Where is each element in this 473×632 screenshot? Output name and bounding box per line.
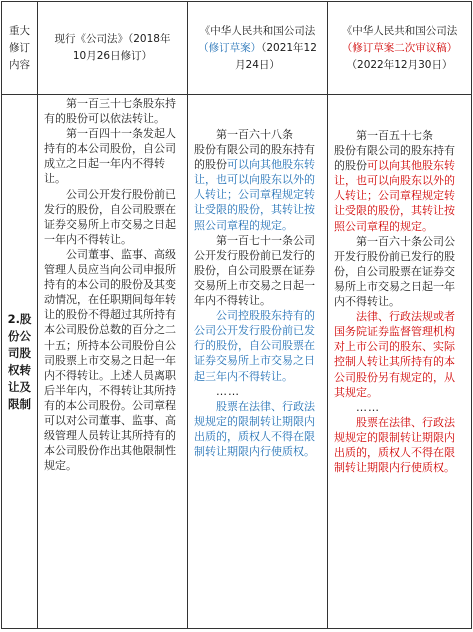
row-category-text: 2.股份公司股权转让及限制 [7,311,32,411]
current-law-cell [38,95,188,629]
draft-2-p5: 股票在法律、行政法规规定的限制转让期限内出质的，质权人不得在限制转让期限内行使质权。 [334,415,455,475]
header-draft-1-highlight: （修订草案） [198,41,262,54]
current-law-p2: 第一百四十一条发起人持有的本公司股份，自公司成立之日起一年内不得转让。 [44,127,176,186]
header-draft-2-text [328,19,471,78]
content-row [2,95,472,629]
header-row [2,2,472,95]
header-draft-1-plain: 《中华人民共和国公司法 [199,24,316,37]
header-category-text: 重大修订内容 [9,24,30,71]
header-draft-2-date: （2022年12月30日） [346,58,453,71]
draft-1-p2-highlight: 可以向其他股东转让，也可以向股东以外的人转让；公司章程规定转让受限的股份，其转让按照公司章程的规定。 [194,158,315,232]
draft-2-cell [328,95,472,629]
draft-2-p4: 法律、行政法规或者国务院证券监督管理机构对上市公司的股东、实际控制人转让其所持有的本公司股份另有规定的，从其规定。 [334,310,455,399]
row-category [2,95,38,629]
current-law-p3: 公司公开发行股份前已发行的股份，自公司股票在证券交易所上市交易之日起一年内不得转让。 [44,187,176,246]
header-draft-1-text [188,19,327,78]
draft-2-p1: 第一百五十七条 [356,129,433,142]
draft-2-ellipsis: …… [356,400,380,414]
current-law-p1: 第一百三十七条股东持有的股份可以依法转让。 [44,97,176,126]
draft-2-p2-highlight: 可以向其他股东转让，也可以向股东以外的人转让；公司章程规定转让受限的股份，其转让按照公司章程的规定。 [334,159,455,233]
header-draft-2 [328,2,472,95]
header-category [2,2,38,95]
draft-1-ellipsis: …… [216,384,240,398]
draft-2-p2-plain: 股份有限公司的股东持有的股份 [334,144,455,173]
header-draft-1 [188,2,328,95]
current-law-content [38,95,187,473]
draft-1-content [188,95,327,459]
draft-1-p5: 股票在法律、行政法规规定的限制转让期限内出质的，质权人不得在限制转让期限内行使质权。 [194,399,315,458]
header-draft-2-highlight: （修订草案二次审议稿） [341,41,458,54]
draft-2-p3: 第一百六十条公司公开发行股份前已发行的股份，自公司股票在证券交易所上市交易之日起一年内不得转让。 [334,234,455,309]
draft-2-p2 [334,143,465,234]
header-draft-1-date: （2021年12月24日） [235,41,317,71]
header-current-law-text: 现行《公司法》（2018年10月26日修订） [54,33,171,62]
draft-1-cell [188,95,328,629]
draft-1-p4: 公司控股股东持有的公司公开发行股份前已发行的股份，自公司股票在证券交易所上市交易之日起三年内不得转让。 [194,309,315,383]
comparison-table [1,1,472,629]
draft-2-content [328,95,471,475]
draft-1-p2-plain: 股份有限公司的股东持有的股份 [194,143,315,172]
header-current-law [38,2,188,95]
header-draft-2-plain: 《中华人民共和国公司法 [341,24,458,37]
draft-1-p1: 第一百六十八条 [216,128,293,141]
draft-1-p2 [194,142,321,233]
draft-1-p3: 第一百七十一条公司公开发行股份前已发行的股份，自公司股票在证券交易所上市交易之日起一年内不得转让。 [194,233,315,308]
current-law-p4: 公司董事、监事、高级管理人员应当向公司申报所持有的本公司的股份及其变动情况，在任职期间每年转让的股份不得超过其所持有本公司股份总数的百分之二十五；所持本公司股份自公司股票上市交易之日起一年内不得转让。上述人员离职后半年内，不得转让其所持有的本公司股份。公司章程可以对公司董事、监事、高级管理人员转让其所持有的本公司股份作出其他限制性规定。 [44,247,176,473]
